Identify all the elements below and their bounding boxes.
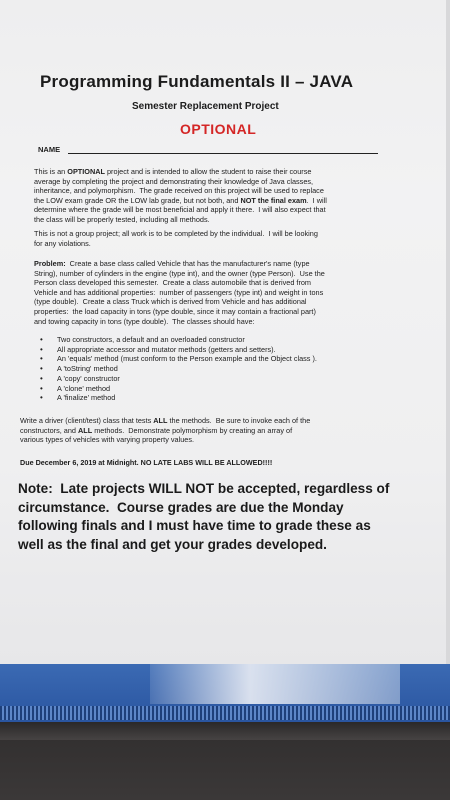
requirements-list	[38, 335, 317, 403]
folder-shadow	[0, 722, 450, 740]
list-item: • A 'toString' method	[38, 364, 317, 374]
late-policy-note: Note: Late projects WILL NOT be accepted, regardless of circumstance. Course grades are due the Monday following finals and I must have time to grade these as well as the final and get your grades developed.	[18, 481, 390, 552]
list-item: • A 'copy' constructor	[38, 374, 317, 384]
name-label: NAME	[38, 145, 61, 154]
problem-paragraph: Problem: Create a base class called Vehicle that has the manufacturer's name (type String), number of cylinders in the engine (type int), and the owner (type Person). Use the Person class developed this semester. Create a class automobile that is derived from Vehicle and has additional properties: number of passengers (type int) and weight in tons (type double). Create a class Truck which is derived from Vehicle and has additional properties: the load capacity in tons (type double, since it may contain a fractional part) and towing capacity in tons (type double). The classes should have:	[34, 259, 325, 326]
list-item: • Two constructors, a default and an overloaded constructor	[38, 335, 317, 345]
group-paragraph: This is not a group project; all work is to be completed by the individual. I will be looking for any violations.	[34, 229, 318, 248]
list-item: • A 'finalize' method	[38, 393, 317, 403]
name-field-line	[68, 153, 378, 154]
list-item: • A 'clone' method	[38, 384, 317, 394]
optional-label: OPTIONAL	[180, 121, 257, 137]
due-date-notice: Due December 6, 2019 at Midnight. NO LATE LABS WILL BE ALLOWED!!!!	[20, 458, 273, 467]
folder-glare	[150, 664, 400, 704]
list-item: • An 'equals' method (must conform to the Person example and the Object class ).	[38, 354, 317, 364]
document-subtitle: Semester Replacement Project	[132, 101, 279, 112]
driver-paragraph: Write a driver (client/test) class that tests ALL the methods. Be sure to invoke each of the constructors, and ALL methods. Demonstrate polymorphism by creating an array of various types of vehicles with varying property values.	[20, 416, 311, 445]
list-item: • All appropriate accessor and mutator methods (getters and setters).	[38, 345, 317, 355]
folder-edge-stripe	[0, 706, 450, 720]
document-title: Programming Fundamentals II – JAVA	[40, 72, 354, 91]
intro-paragraph: This is an OPTIONAL project and is intended to allow the student to raise their course average by completing the project and demonstrating their knowledge of Java classes, inheritance, and polymorphism. The grade received on this project will be used to replace the LOW exam grade OR the LOW lab grade, but not both, and NOT the final exam. I will determine where the grade will be most beneficial and apply it there. I will also expect that the class will be properly tested, including all methods.	[34, 167, 327, 224]
